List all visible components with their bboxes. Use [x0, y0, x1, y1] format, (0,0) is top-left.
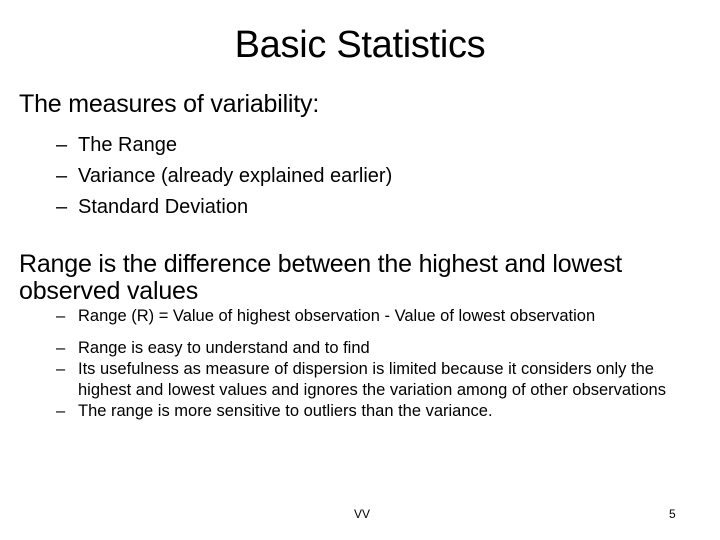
- list-item-text: Its usefulness as measure of dispersion is limited because it considers only the highest and lowest values and ignores the variation among of other observations: [78, 360, 666, 399]
- page-number: 5: [669, 507, 676, 521]
- list-item-text: Variance (already explained earlier): [78, 165, 393, 187]
- slide-title: Basic Statistics: [234, 24, 486, 66]
- section-heading-variability: The measures of variability:: [19, 90, 320, 118]
- bullet-dash: –: [56, 196, 68, 218]
- list-item-text: Standard Deviation: [78, 196, 249, 218]
- list-item: [56, 130, 392, 161]
- bullet-dash: –: [56, 339, 66, 357]
- list-item: [56, 192, 392, 223]
- variability-measures-list: [56, 130, 392, 223]
- footer-author: VV: [354, 507, 371, 521]
- list-item: [56, 338, 696, 359]
- bullet-dash: –: [56, 165, 68, 187]
- list-item: [56, 306, 696, 327]
- range-properties-list: [56, 338, 696, 422]
- list-item-text: The Range: [78, 134, 177, 156]
- list-item: [56, 161, 392, 192]
- bullet-dash: –: [56, 307, 66, 325]
- bullet-dash: –: [56, 134, 68, 156]
- list-item-text: The range is more sensitive to outliers than the variance.: [78, 402, 493, 420]
- list-item: [56, 359, 696, 401]
- list-item-text: Range (R) = Value of highest observation - Value of lowest observation: [78, 307, 596, 325]
- range-formula-list: [56, 306, 696, 327]
- list-item-text: Range is easy to understand and to find: [78, 339, 370, 357]
- section-heading-range: Range is the difference between the highest and lowest observed values: [19, 250, 623, 305]
- list-item: [56, 401, 696, 422]
- bullet-dash: –: [56, 402, 66, 420]
- bullet-dash: –: [56, 360, 66, 378]
